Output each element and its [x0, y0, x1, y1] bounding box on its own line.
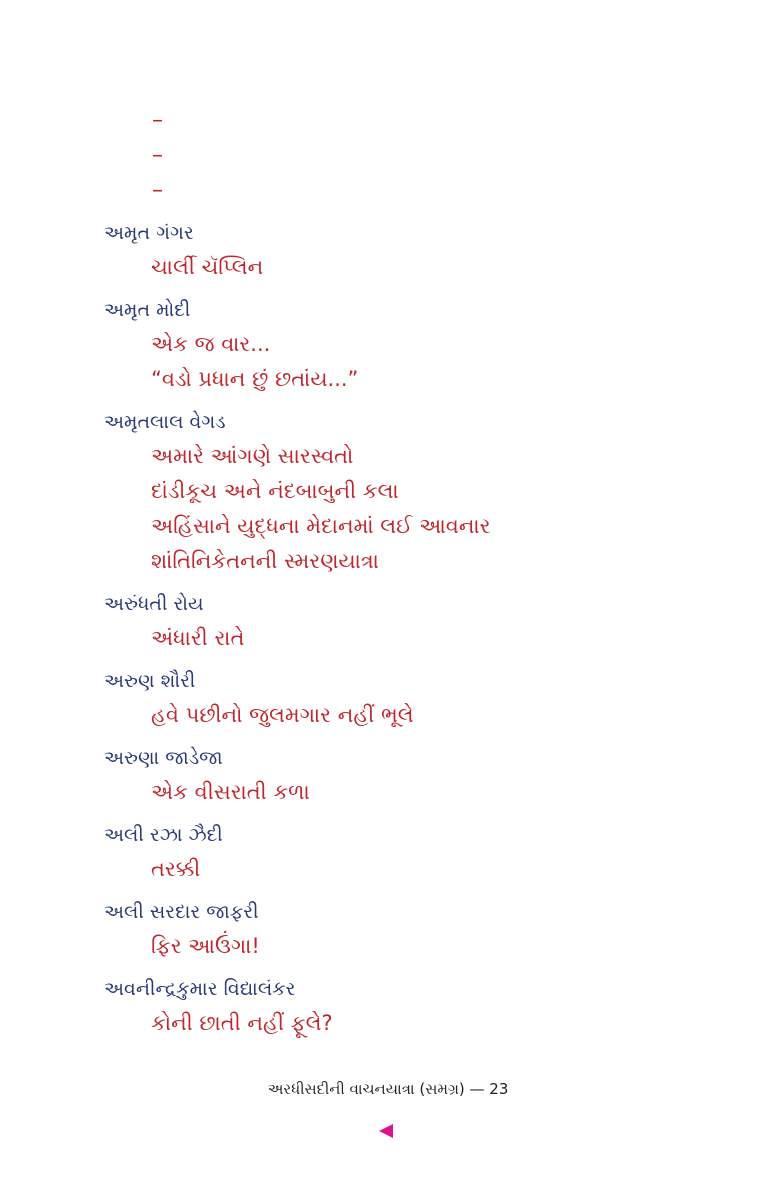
author-name: અલી રઝા ઝૈદી — [104, 824, 223, 846]
author-entry — [104, 293, 704, 397]
author-name: અમૃતલાલ વેગડ — [104, 411, 226, 433]
author-name: અલી સરદાર જાફરી — [104, 901, 259, 923]
article-title: “વડો પ્રધાન છું છતાંય...” — [151, 367, 359, 391]
author-entry — [104, 972, 704, 1041]
author-name: અરુણા જાડેજા — [104, 747, 223, 769]
article-title: તરક્કી — [151, 857, 201, 881]
article-title: શાંતિનિકેતનની સ્મરણયાત્રા — [151, 549, 379, 573]
page-footer: અરધીસદીની વાચનયાત્રા (સમગ્ર) — 23 — [267, 1080, 509, 1098]
article-title: અહિંસાને યુદ્ધના મેદાનમાં લઈ આવનાર — [151, 514, 491, 538]
article-title: અંધારી રાતે — [151, 626, 245, 650]
author-entry — [104, 818, 704, 887]
article-title: ફિર આઉંગા! — [151, 934, 260, 958]
dash-item: – — [152, 143, 163, 168]
dash-list — [152, 106, 163, 211]
article-title: ચાર્લી ચૅપ્લિન — [151, 255, 264, 279]
article-title: એક જ વાર... — [151, 332, 271, 356]
author-name: અમૃત ગંગર — [104, 222, 194, 244]
dash-item: – — [152, 178, 163, 203]
author-index — [104, 216, 704, 1041]
author-entry — [104, 664, 704, 733]
left-arrow-icon[interactable] — [379, 1124, 393, 1138]
author-name: અવનીન્દ્રકુમાર વિદ્યાલંકર — [104, 978, 296, 1000]
author-name: અરુંધતી રોય — [104, 593, 204, 615]
author-entry — [104, 405, 704, 579]
author-entry — [104, 895, 704, 964]
article-title: એક વીસરાતી કળા — [151, 780, 310, 804]
author-entry — [104, 741, 704, 810]
author-name: અમૃત મોદી — [104, 299, 191, 321]
author-entry — [104, 587, 704, 656]
article-title: દાંડીકૂચ અને નંદબાબુની કલા — [151, 479, 399, 503]
author-entry — [104, 216, 704, 285]
article-title: હવે પછીનો જુલમગાર નહીં ભૂલે — [151, 703, 414, 727]
article-title: કોની છાતી નહીં ફૂલે? — [151, 1011, 333, 1035]
article-title: અમારે આંગણે સારસ્વતો — [151, 444, 354, 468]
author-name: અરુણ શૌરી — [104, 670, 196, 692]
dash-item: – — [152, 108, 163, 133]
